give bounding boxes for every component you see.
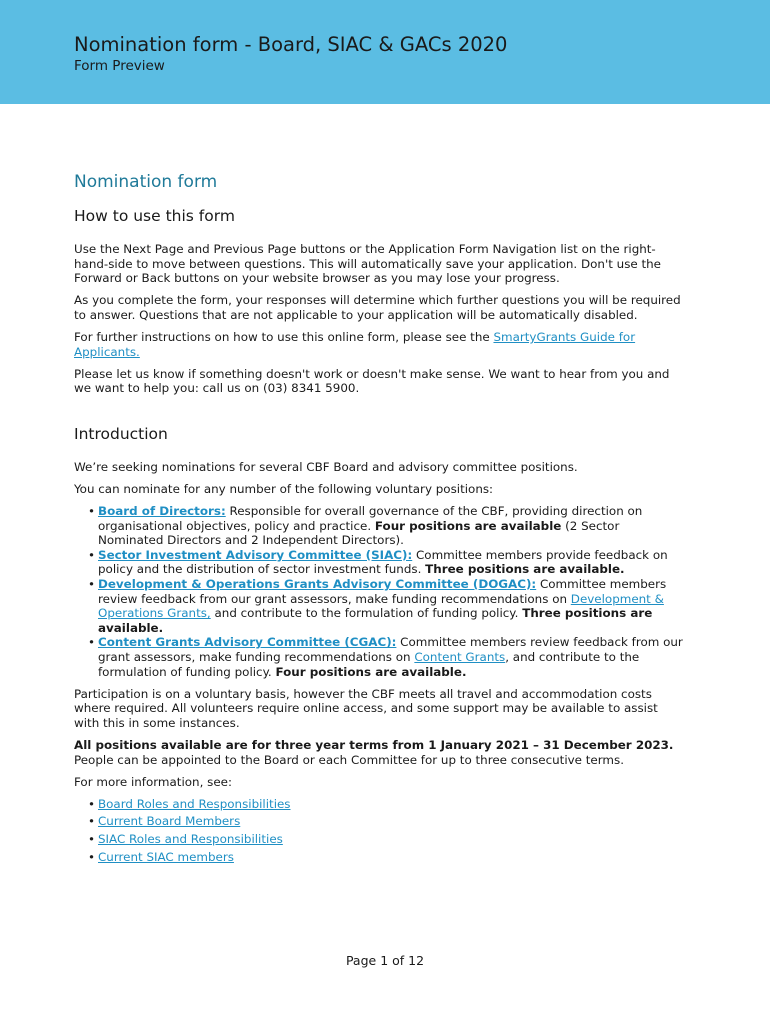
bullet: • xyxy=(88,635,96,650)
current-siac-members-link[interactable]: Current SIAC members xyxy=(98,849,234,864)
siac-link[interactable]: Sector Investment Advisory Committee (SIAC): xyxy=(98,547,413,562)
intro-paragraph-1: We’re seeking nominations for several CBF Board and advisory committee positions. xyxy=(74,459,578,474)
dogac-link[interactable]: Development & Operations Grants Advisory Committee (DOGAC): xyxy=(98,577,537,591)
term-rest: People can be appointed to the Board or each Committee for up to three consecutive terms. xyxy=(74,752,624,767)
section-title: Nomination form xyxy=(74,172,218,192)
content-grants-link[interactable]: Content Grants xyxy=(414,649,506,664)
list-item xyxy=(88,547,684,577)
list-item xyxy=(88,504,684,548)
positions-list xyxy=(74,504,684,679)
intro-paragraph-4 xyxy=(74,738,684,767)
list-item xyxy=(88,577,684,635)
position-text-2: and contribute to the formulation of funding policy. xyxy=(210,606,523,621)
position-count: Four positions are available. xyxy=(275,664,467,679)
bullet: • xyxy=(88,504,96,519)
how-to-paragraph-2: As you complete the form, your responses will determine which further questions you will be required to answer. Questions that are not applicable to your application will be automatically disabled. xyxy=(74,293,681,322)
form-title: Nomination form - Board, SIAC & GACs 2020 xyxy=(74,33,508,56)
development-operations-grants-link[interactable]: Development & Operations Grants, xyxy=(98,591,664,621)
cgac-link[interactable]: Content Grants Advisory Committee (CGAC): xyxy=(98,635,397,650)
how-to-paragraph-3 xyxy=(74,330,684,359)
bullet: • xyxy=(88,831,96,846)
bullet: • xyxy=(88,577,96,591)
siac-roles-link[interactable]: SIAC Roles and Responsibilities xyxy=(98,831,283,846)
intro-paragraph-3: Participation is on a voluntary basis, however the CBF meets all travel and accommodation costs where required. All volunteers require online access, and some support may be available to assist with this in some instances. xyxy=(74,686,658,730)
term-dates: All positions available are for three year terms from 1 January 2021 – 31 December 2023. xyxy=(74,737,674,752)
list-item xyxy=(88,814,684,829)
intro-paragraph-2: You can nominate for any number of the following voluntary positions: xyxy=(74,481,494,496)
board-roles-link[interactable]: Board Roles and Responsibilities xyxy=(98,796,291,811)
position-text: Responsible for overall governance of the CBF, providing direction on organisational objectives, policy and practice. xyxy=(98,504,643,533)
smartygrants-guide-link[interactable]: SmartyGrants Guide for Applicants. xyxy=(74,329,636,359)
bullet: • xyxy=(88,547,96,562)
list-item xyxy=(88,635,684,679)
intro-paragraph-5: For more information, see: xyxy=(74,774,232,789)
position-text: Committee members review feedback from our grant assessors, make funding recommendations on xyxy=(98,635,683,664)
bullet: • xyxy=(88,796,96,811)
bullet: • xyxy=(88,849,96,864)
list-item xyxy=(88,849,684,865)
page-number: Page 1 of 12 xyxy=(345,953,425,968)
current-board-members-link[interactable]: Current Board Members xyxy=(98,814,241,829)
position-count: Three positions are available. xyxy=(425,562,625,577)
more-info-links xyxy=(74,797,684,864)
how-to-heading: How to use this form xyxy=(74,207,235,225)
form-content xyxy=(74,170,684,872)
list-item xyxy=(88,831,684,847)
position-text: Committee members review feedback from our grant assessors, make funding recommendations on xyxy=(98,577,667,606)
form-subtitle: Form Preview xyxy=(74,58,165,74)
list-item xyxy=(88,796,684,812)
board-of-directors-link[interactable]: Board of Directors: xyxy=(98,504,226,519)
position-tail: (2 Sector Nominated Directors and 2 Independent Directors). xyxy=(98,518,620,548)
introduction-heading: Introduction xyxy=(74,424,168,443)
position-count: Three positions are available. xyxy=(98,606,653,635)
how-to-paragraph-1: Use the Next Page and Previous Page buttons or the Application Form Navigation list on the right-hand-side to move between questions. This will automatically save your application. Don't use the Forward or Back buttons on your website browser as you may lose your progress. xyxy=(74,242,662,286)
position-text: Committee members provide feedback on policy and the distribution of sector investment funds. xyxy=(98,547,668,577)
page-header xyxy=(0,0,770,104)
bullet: • xyxy=(88,814,96,829)
guide-text: For further instructions on how to use this online form, please see the xyxy=(74,329,494,344)
position-text-2: , and contribute to the formulation of funding policy. xyxy=(98,649,640,679)
position-count: Four positions are available xyxy=(374,518,562,533)
how-to-paragraph-4: Please let us know if something doesn't work or doesn't make sense. We want to hear from you and we want to help you: call us on (03) 8341 5900. xyxy=(74,366,670,396)
